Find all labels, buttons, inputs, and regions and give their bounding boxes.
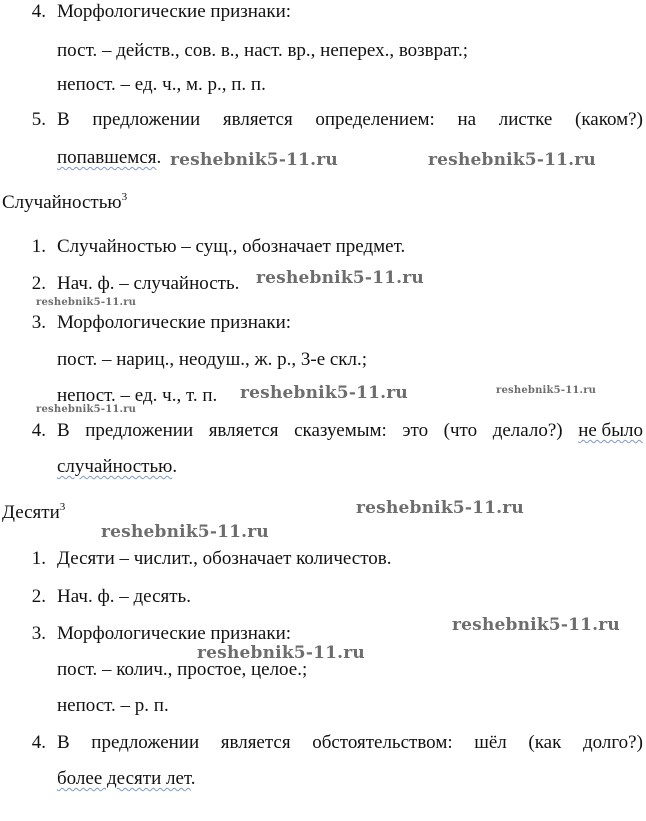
- underlined-word: случайностью: [57, 456, 173, 477]
- list-item-continuation: более десяти лет.: [57, 768, 196, 789]
- word: В: [57, 732, 70, 753]
- word: предложении: [91, 732, 200, 753]
- word: сказуемым:: [294, 420, 387, 441]
- list-item-detail: пост. – нариц., неодуш., ж. р., 3-е скл.;: [57, 349, 368, 370]
- watermark: reshebnik5-11.ru: [170, 150, 338, 170]
- word: (каком?): [575, 109, 643, 130]
- word: предложении: [92, 109, 201, 130]
- list-item-title: Морфологические признаки:: [57, 623, 292, 644]
- section-heading: Десяти$^3$: [2, 501, 66, 523]
- word: является: [222, 109, 293, 130]
- underlined-word: не было: [578, 420, 643, 441]
- list-item-title: Морфологические признаки:: [57, 312, 292, 333]
- section-heading: Случайностью$^3$: [2, 191, 128, 213]
- watermark: reshebnik5-11.ru: [428, 150, 596, 170]
- word: делало?): [492, 420, 563, 441]
- word: листке: [498, 109, 553, 130]
- list-number: 2.: [31, 273, 46, 294]
- word: обстоятельством:: [312, 732, 453, 753]
- list-number: 3.: [31, 312, 46, 333]
- list-item-text: [57, 733, 643, 752]
- list-number: 1.: [31, 236, 46, 257]
- word: В: [57, 420, 70, 441]
- list-item-detail: непост. – ед. ч., т. п.: [57, 385, 218, 406]
- list-item-detail: пост. – колич., простое, целое.;: [57, 659, 308, 680]
- list-item-text: Десяти – числит., обозначает количестов.: [57, 548, 392, 569]
- underlined-word: более десяти лет: [57, 768, 191, 789]
- list-number: 4.: [31, 420, 46, 441]
- word: на: [457, 109, 477, 130]
- watermark: reshebnik5-11.ru: [101, 522, 269, 542]
- list-number: 1.: [31, 548, 46, 569]
- word: предложении: [85, 420, 194, 441]
- watermark: reshebnik5-11.ru: [452, 615, 620, 635]
- word: (что: [443, 420, 478, 441]
- list-item-text: [57, 421, 643, 440]
- watermark: reshebnik5-11.ru: [256, 268, 424, 288]
- list-number: 4.: [31, 732, 46, 753]
- list-item-detail: непост. – р. п.: [57, 695, 169, 716]
- list-item-text: [57, 110, 643, 129]
- list-item-detail: непост. – ед. ч., м. р., п. п.: [57, 74, 266, 95]
- list-number: 3.: [31, 623, 46, 644]
- watermark: reshebnik5-11.ru: [356, 498, 524, 518]
- watermark: reshebnik5-11.ru: [197, 643, 365, 663]
- word: это: [402, 420, 429, 441]
- list-item-title: Морфологические признаки:: [57, 1, 292, 22]
- word: является: [220, 732, 291, 753]
- watermark: reshebnik5-11.ru: [36, 404, 137, 415]
- word: шёл: [474, 732, 507, 753]
- word: (как: [528, 732, 562, 753]
- list-item-detail: пост. – действ., сов. в., наст. вр., неперех., возврат.;: [57, 40, 468, 61]
- word: В: [57, 109, 70, 130]
- watermark: reshebnik5-11.ru: [36, 297, 137, 308]
- list-item-continuation: случайностью.: [57, 456, 178, 477]
- list-item-text: Случайностью – сущ., обозначает предмет.: [57, 236, 406, 257]
- word: определением:: [315, 109, 435, 130]
- watermark: reshebnik5-11.ru: [496, 385, 597, 396]
- list-item-text: Нач. ф. – десять.: [57, 586, 191, 607]
- word: является: [208, 420, 279, 441]
- list-number: 2.: [31, 586, 46, 607]
- watermark: reshebnik5-11.ru: [240, 383, 408, 403]
- word: долго?): [582, 732, 643, 753]
- underlined-word: попавшемся: [57, 147, 157, 168]
- list-number: 5.: [31, 109, 46, 130]
- list-number: 4.: [31, 1, 46, 22]
- list-item-text: Нач. ф. – случайность.: [57, 273, 240, 294]
- list-item-continuation: попавшемся.: [57, 147, 162, 168]
